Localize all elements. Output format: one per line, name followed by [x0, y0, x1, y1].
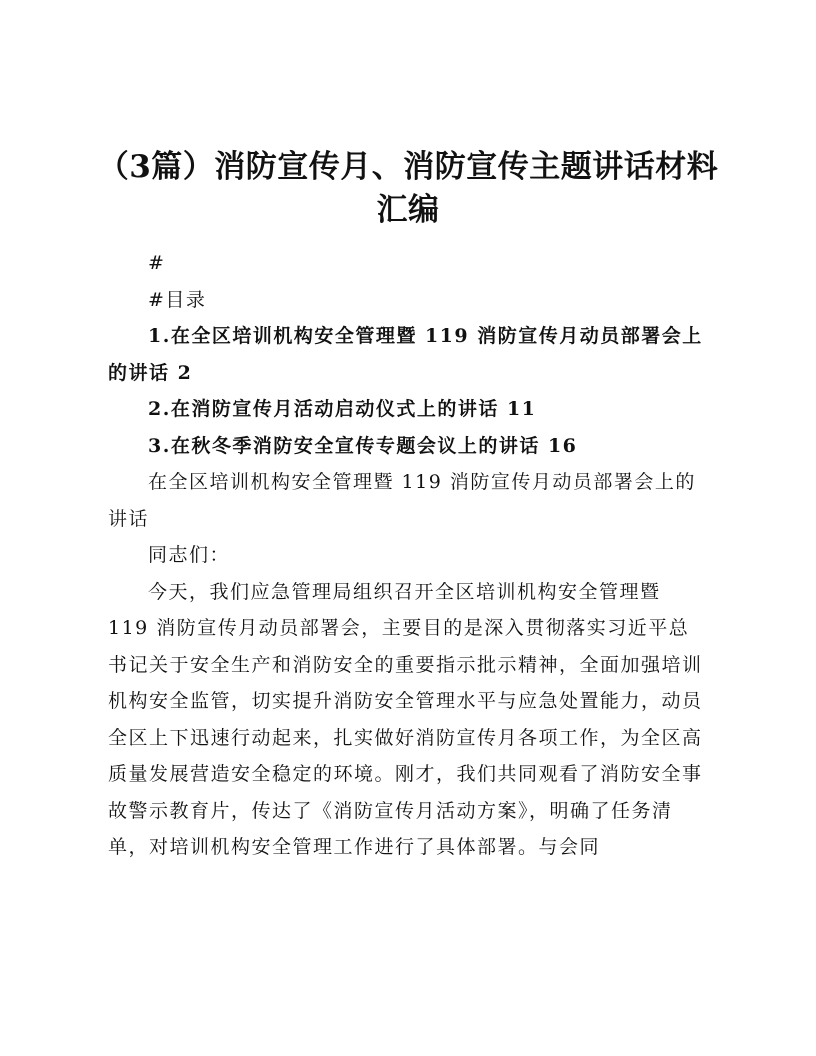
toc-item-3: 3.在秋冬季消防安全宣传专题会议上的讲话 16 [148, 434, 578, 457]
hash-line: # [148, 252, 166, 274]
salutation: 同志们： [148, 544, 231, 566]
toc-heading: #目录 [148, 288, 207, 311]
toc-item-1: 1.在全区培训机构安全管理暨 119 消防宣传月动员部署会上的讲话 2 [108, 325, 703, 384]
section-heading: 在全区培训机构安全管理暨 119 消防宣传月动员部署会上的讲话 [108, 471, 696, 530]
document-title: （3篇）消防宣传月、消防宣传主题讲话材料汇编 [97, 149, 719, 228]
body-paragraph: 今天，我们应急管理局组织召开全区培训机构安全管理暨 119 消防宣传月动员部署会，主要目的是深入贯彻落实习近平总书记关于安全生产和消防安全的重要指示批示精神，全面加强培训机构安全监管，切实提升消防安全管理水平与应急处置能力，动员全区上下迅速行动起来，扎实做好消防宣传月各项工作，为全区高质量发展营造安全稳定的环境。刚才，我们共同观看了消防安全事故警示教育片，传达了《消防宣传月活动方案》，明确了任务清单，对培训机构安全管理工作进行了具体部署。与会同 [108, 580, 703, 858]
toc-item-2: 2.在消防宣传月活动启动仪式上的讲话 11 [148, 398, 537, 420]
document-body [108, 245, 708, 866]
